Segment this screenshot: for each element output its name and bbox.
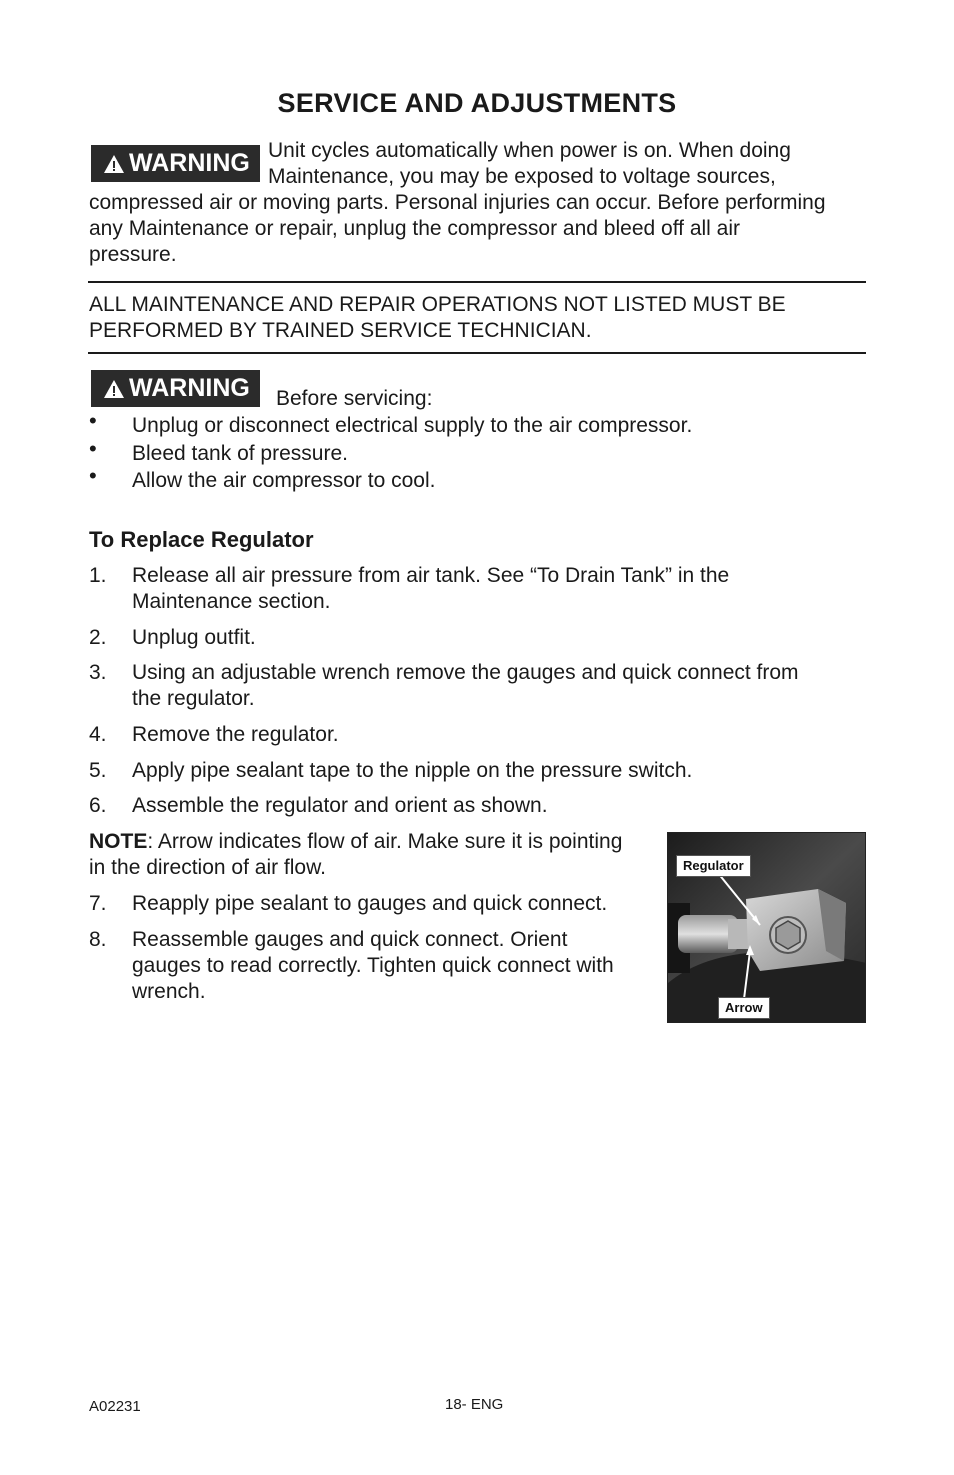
notice-line: PERFORMED BY TRAINED SERVICE TECHNICIAN.	[89, 319, 592, 342]
warning-label: WARNING	[129, 149, 250, 177]
warning-text-line: Maintenance, you may be exposed to voltage sources,	[268, 165, 776, 188]
step-number: 7.	[89, 892, 107, 915]
document-code: A02231	[89, 1398, 141, 1415]
bullet-item: Allow the air compressor to cool.	[132, 469, 436, 492]
notice-line: ALL MAINTENANCE AND REPAIR OPERATIONS NOT LISTED MUST BE	[89, 293, 786, 316]
bullet-icon: •	[89, 436, 97, 461]
step-number: 5.	[89, 759, 107, 782]
note-text: : Arrow indicates flow of air. Make sure it is pointing	[147, 830, 623, 853]
note-line: in the direction of air flow.	[89, 856, 326, 879]
warning-text-line: pressure.	[89, 243, 177, 266]
note-line	[89, 829, 622, 855]
step-text: Reassemble gauges and quick connect. Orient	[132, 928, 568, 951]
step-number: 1.	[89, 564, 107, 587]
warning-badge	[91, 145, 260, 182]
step-text: Reapply pipe sealant to gauges and quick connect.	[132, 892, 608, 915]
warning-triangle-icon	[103, 379, 125, 399]
step-number: 3.	[89, 661, 107, 684]
bullet-icon: •	[89, 408, 97, 433]
regulator-label: Regulator	[676, 855, 751, 877]
step-text: Using an adjustable wrench remove the gauges and quick connect from	[132, 661, 799, 684]
bullet-item: Bleed tank of pressure.	[132, 442, 348, 465]
warning-text-line: compressed air or moving parts. Personal injuries can occur. Before performing	[89, 191, 826, 214]
section-heading: To Replace Regulator	[89, 527, 314, 552]
step-number: 4.	[89, 723, 107, 746]
warning-text-line: Unit cycles automatically when power is on. When doing	[268, 139, 791, 162]
note-label: NOTE	[89, 830, 148, 853]
warning-label: WARNING	[129, 374, 250, 402]
warning-intro: Before servicing:	[276, 387, 433, 410]
step-text: Maintenance section.	[132, 590, 331, 613]
step-text: the regulator.	[132, 687, 255, 710]
regulator-photo	[667, 832, 866, 1023]
page-number: 18- ENG	[445, 1396, 504, 1413]
step-text: Unplug outfit.	[132, 626, 256, 649]
warning-text-line: any Maintenance or repair, unplug the compressor and bleed off all air	[89, 217, 741, 240]
bullet-icon: •	[89, 463, 97, 488]
step-text: Release all air pressure from air tank. See “To Drain Tank” in the	[132, 564, 730, 587]
page-title: SERVICE AND ADJUSTMENTS	[277, 88, 677, 118]
divider	[88, 281, 866, 283]
step-text: wrench.	[132, 980, 206, 1003]
step-number: 6.	[89, 794, 107, 817]
bullet-item: Unplug or disconnect electrical supply to the air compressor.	[132, 414, 693, 437]
warning-badge	[91, 370, 260, 407]
step-text: Remove the regulator.	[132, 723, 339, 746]
step-text: gauges to read correctly. Tighten quick connect with	[132, 954, 614, 977]
step-number: 2.	[89, 626, 107, 649]
step-text: Assemble the regulator and orient as shown.	[132, 794, 548, 817]
warning-triangle-icon	[103, 154, 125, 174]
step-number: 8.	[89, 928, 107, 951]
step-text: Apply pipe sealant tape to the nipple on the pressure switch.	[132, 759, 693, 782]
divider	[88, 352, 866, 354]
arrow-label: Arrow	[718, 997, 770, 1019]
